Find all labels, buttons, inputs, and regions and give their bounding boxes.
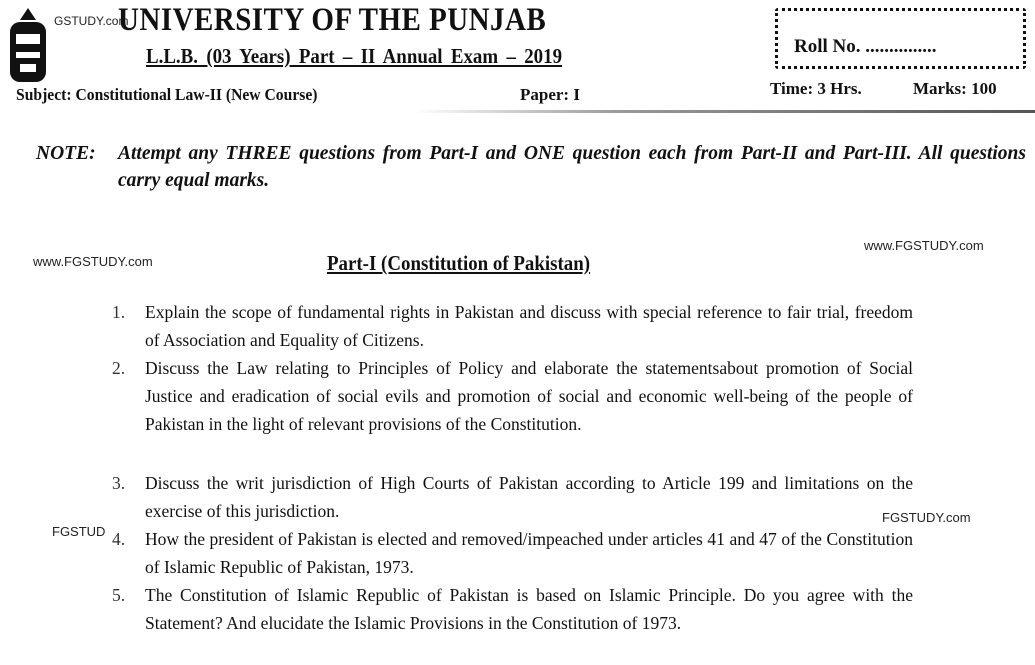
question-number: 1.: [112, 302, 126, 322]
question-number: 5.: [112, 585, 126, 605]
watermark: www.FGSTUDY.com: [33, 254, 153, 269]
roll-number-box: [775, 8, 1026, 69]
part-heading: Part-I (Constitution of Pakistan): [327, 251, 591, 275]
question-number: 2.: [112, 358, 126, 378]
question-item: [112, 354, 913, 438]
header-divider: [0, 110, 1035, 113]
watermark: GSTUDY.com: [54, 14, 129, 28]
paper-number: Paper: I: [520, 85, 580, 104]
subject-line: Subject: Constitutional Law-II (New Course): [16, 85, 318, 104]
watermark: FGSTUDY.com: [882, 510, 971, 525]
university-title: UNIVERSITY OF THE PUNJAB: [118, 2, 547, 38]
university-crest-logo: [6, 6, 50, 86]
total-marks: Marks: 100: [913, 79, 997, 98]
watermark: www.FGSTUDY.com: [864, 238, 984, 253]
note-label: NOTE:: [36, 143, 96, 164]
question-text: How the president of Pakistan is elected and removed/impeached under articles 41 and 47 of the Constitution of Islamic Republic of Pakistan, 1973.: [145, 529, 913, 577]
instructions-note: [36, 140, 1026, 194]
question-number: 3.: [112, 473, 126, 493]
question-item: [112, 525, 913, 581]
roll-number-label: Roll No. ...............: [794, 36, 937, 57]
question-item: [112, 469, 913, 525]
question-number: 4.: [112, 529, 126, 549]
question-item: [112, 298, 913, 354]
program-line: L.L.B. (03 Years) Part – II Annual Exam – 2019: [146, 44, 563, 68]
question-text: Discuss the Law relating to Principles of Policy and elaborate the statementsabout promotion of Social Justice and eradication of social evils and promotion of social and economic well-being of the people of Pakistan in the light of relevant provisions of the Constitution.: [145, 358, 913, 434]
question-text: The Constitution of Islamic Republic of Pakistan is based on Islamic Principle. Do you agree with the Statement? And elucidate the Islamic Provisions in the Constitution of 1973.: [145, 585, 913, 633]
watermark: FGSTUD: [52, 524, 106, 539]
question-item: [112, 581, 913, 637]
question-text: Discuss the writ jurisdiction of High Courts of Pakistan according to Article 199 and limitations on the exercise of this jurisdiction.: [145, 473, 913, 521]
question-text: Explain the scope of fundamental rights in Pakistan and discuss with special reference to fair trial, freedom of Association and Equality of Citizens.: [145, 302, 913, 350]
note-text: Attempt any THREE questions from Part-I and ONE question each from Part-II and Part-III. All questions carry equal marks.: [118, 143, 1026, 191]
time-allowed: Time: 3 Hrs.: [770, 79, 862, 98]
